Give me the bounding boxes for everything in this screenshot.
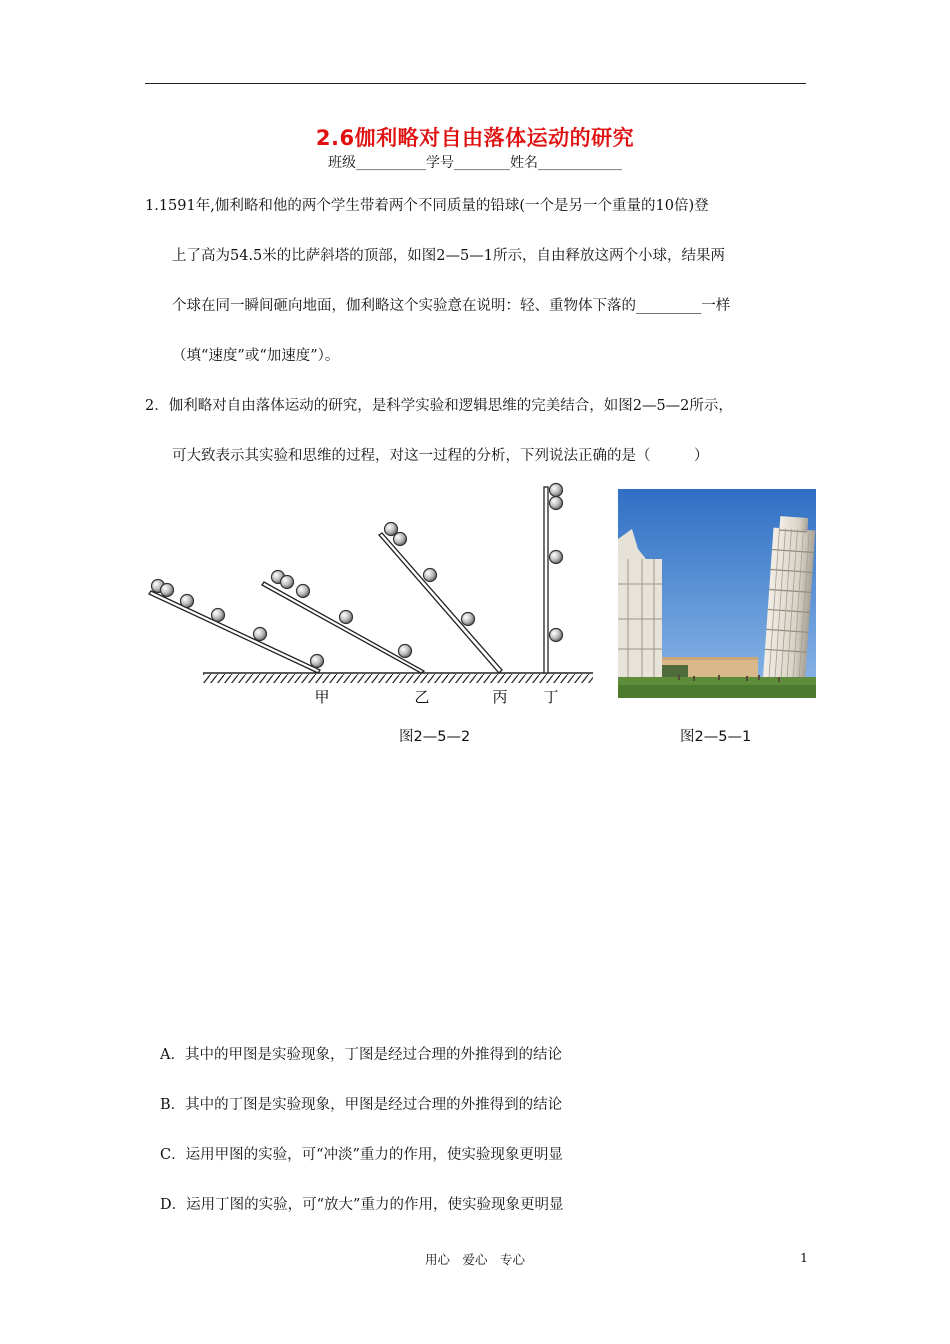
option-a: A．其中的甲图是实验现象，丁图是经过合理的外推得到的结论 bbox=[160, 1047, 562, 1063]
ball bbox=[212, 609, 225, 622]
option-b: B．其中的丁图是实验现象，甲图是经过合理的外推得到的结论 bbox=[160, 1097, 563, 1113]
option-d: D．运用丁图的实验，可“放大”重力的作用，使实验现象更明显 bbox=[160, 1197, 564, 1213]
label-ding: 丁 bbox=[543, 688, 559, 706]
ball bbox=[424, 569, 437, 582]
student-info-line: 班级__________学号________姓名____________ bbox=[328, 155, 622, 171]
question-2-line-2: 可大致表示其实验和思维的过程，对这一过程的分析，下列说法正确的是（ ） bbox=[172, 448, 709, 464]
ground-line bbox=[203, 673, 593, 683]
ball bbox=[550, 484, 563, 497]
ball bbox=[281, 576, 294, 589]
ball bbox=[181, 595, 194, 608]
label-bing: 丙 bbox=[492, 688, 508, 706]
question-1-line-1: 1.1591年,伽利略和他的两个学生带着两个不同质量的铅球(一个是另一个重量的10倍)登 bbox=[145, 198, 709, 214]
question-2-line-1: 2．伽利略对自由落体运动的研究，是科学实验和逻辑思维的完美结合，如图2—5—2所示， bbox=[145, 398, 733, 414]
figure-2-5-2-caption: 图2—5—2 bbox=[399, 729, 471, 745]
figure-2-5-1-caption: 图2—5—1 bbox=[680, 729, 752, 745]
option-c: C．运用甲图的实验，可“冲淡”重力的作用，使实验现象更明显 bbox=[160, 1147, 563, 1163]
page-number: 1 bbox=[800, 1250, 808, 1265]
ball bbox=[399, 645, 412, 658]
ball bbox=[550, 629, 563, 642]
ramp-ding bbox=[544, 484, 563, 674]
question-1-line-4: （填“速度”或“加速度”）。 bbox=[172, 348, 340, 364]
ball bbox=[340, 611, 353, 624]
ball bbox=[254, 628, 267, 641]
ball bbox=[297, 585, 310, 598]
leaning-tower-photo bbox=[618, 489, 816, 698]
footer-motto: 用心 爱心 专心 bbox=[424, 1252, 525, 1267]
label-jia: 甲 bbox=[314, 688, 330, 706]
ball bbox=[311, 655, 324, 668]
question-1-line-2: 上了高为54.5米的比萨斜塔的顶部，如图2—5—1所示，自由释放这两个小球，结果两 bbox=[172, 248, 725, 264]
ball bbox=[394, 533, 407, 546]
label-yi: 乙 bbox=[414, 688, 430, 706]
ball bbox=[161, 584, 174, 597]
question-1-line-3: 个球在同一瞬间砸向地面，伽利略这个实验意在说明：轻、重物体下落的_________一样 bbox=[172, 298, 731, 314]
ball bbox=[462, 613, 475, 626]
page-title: 2.6伽利略对自由落体运动的研究 bbox=[315, 126, 635, 150]
ramp-bing bbox=[379, 523, 502, 674]
ball bbox=[550, 551, 563, 564]
ball bbox=[550, 497, 563, 510]
